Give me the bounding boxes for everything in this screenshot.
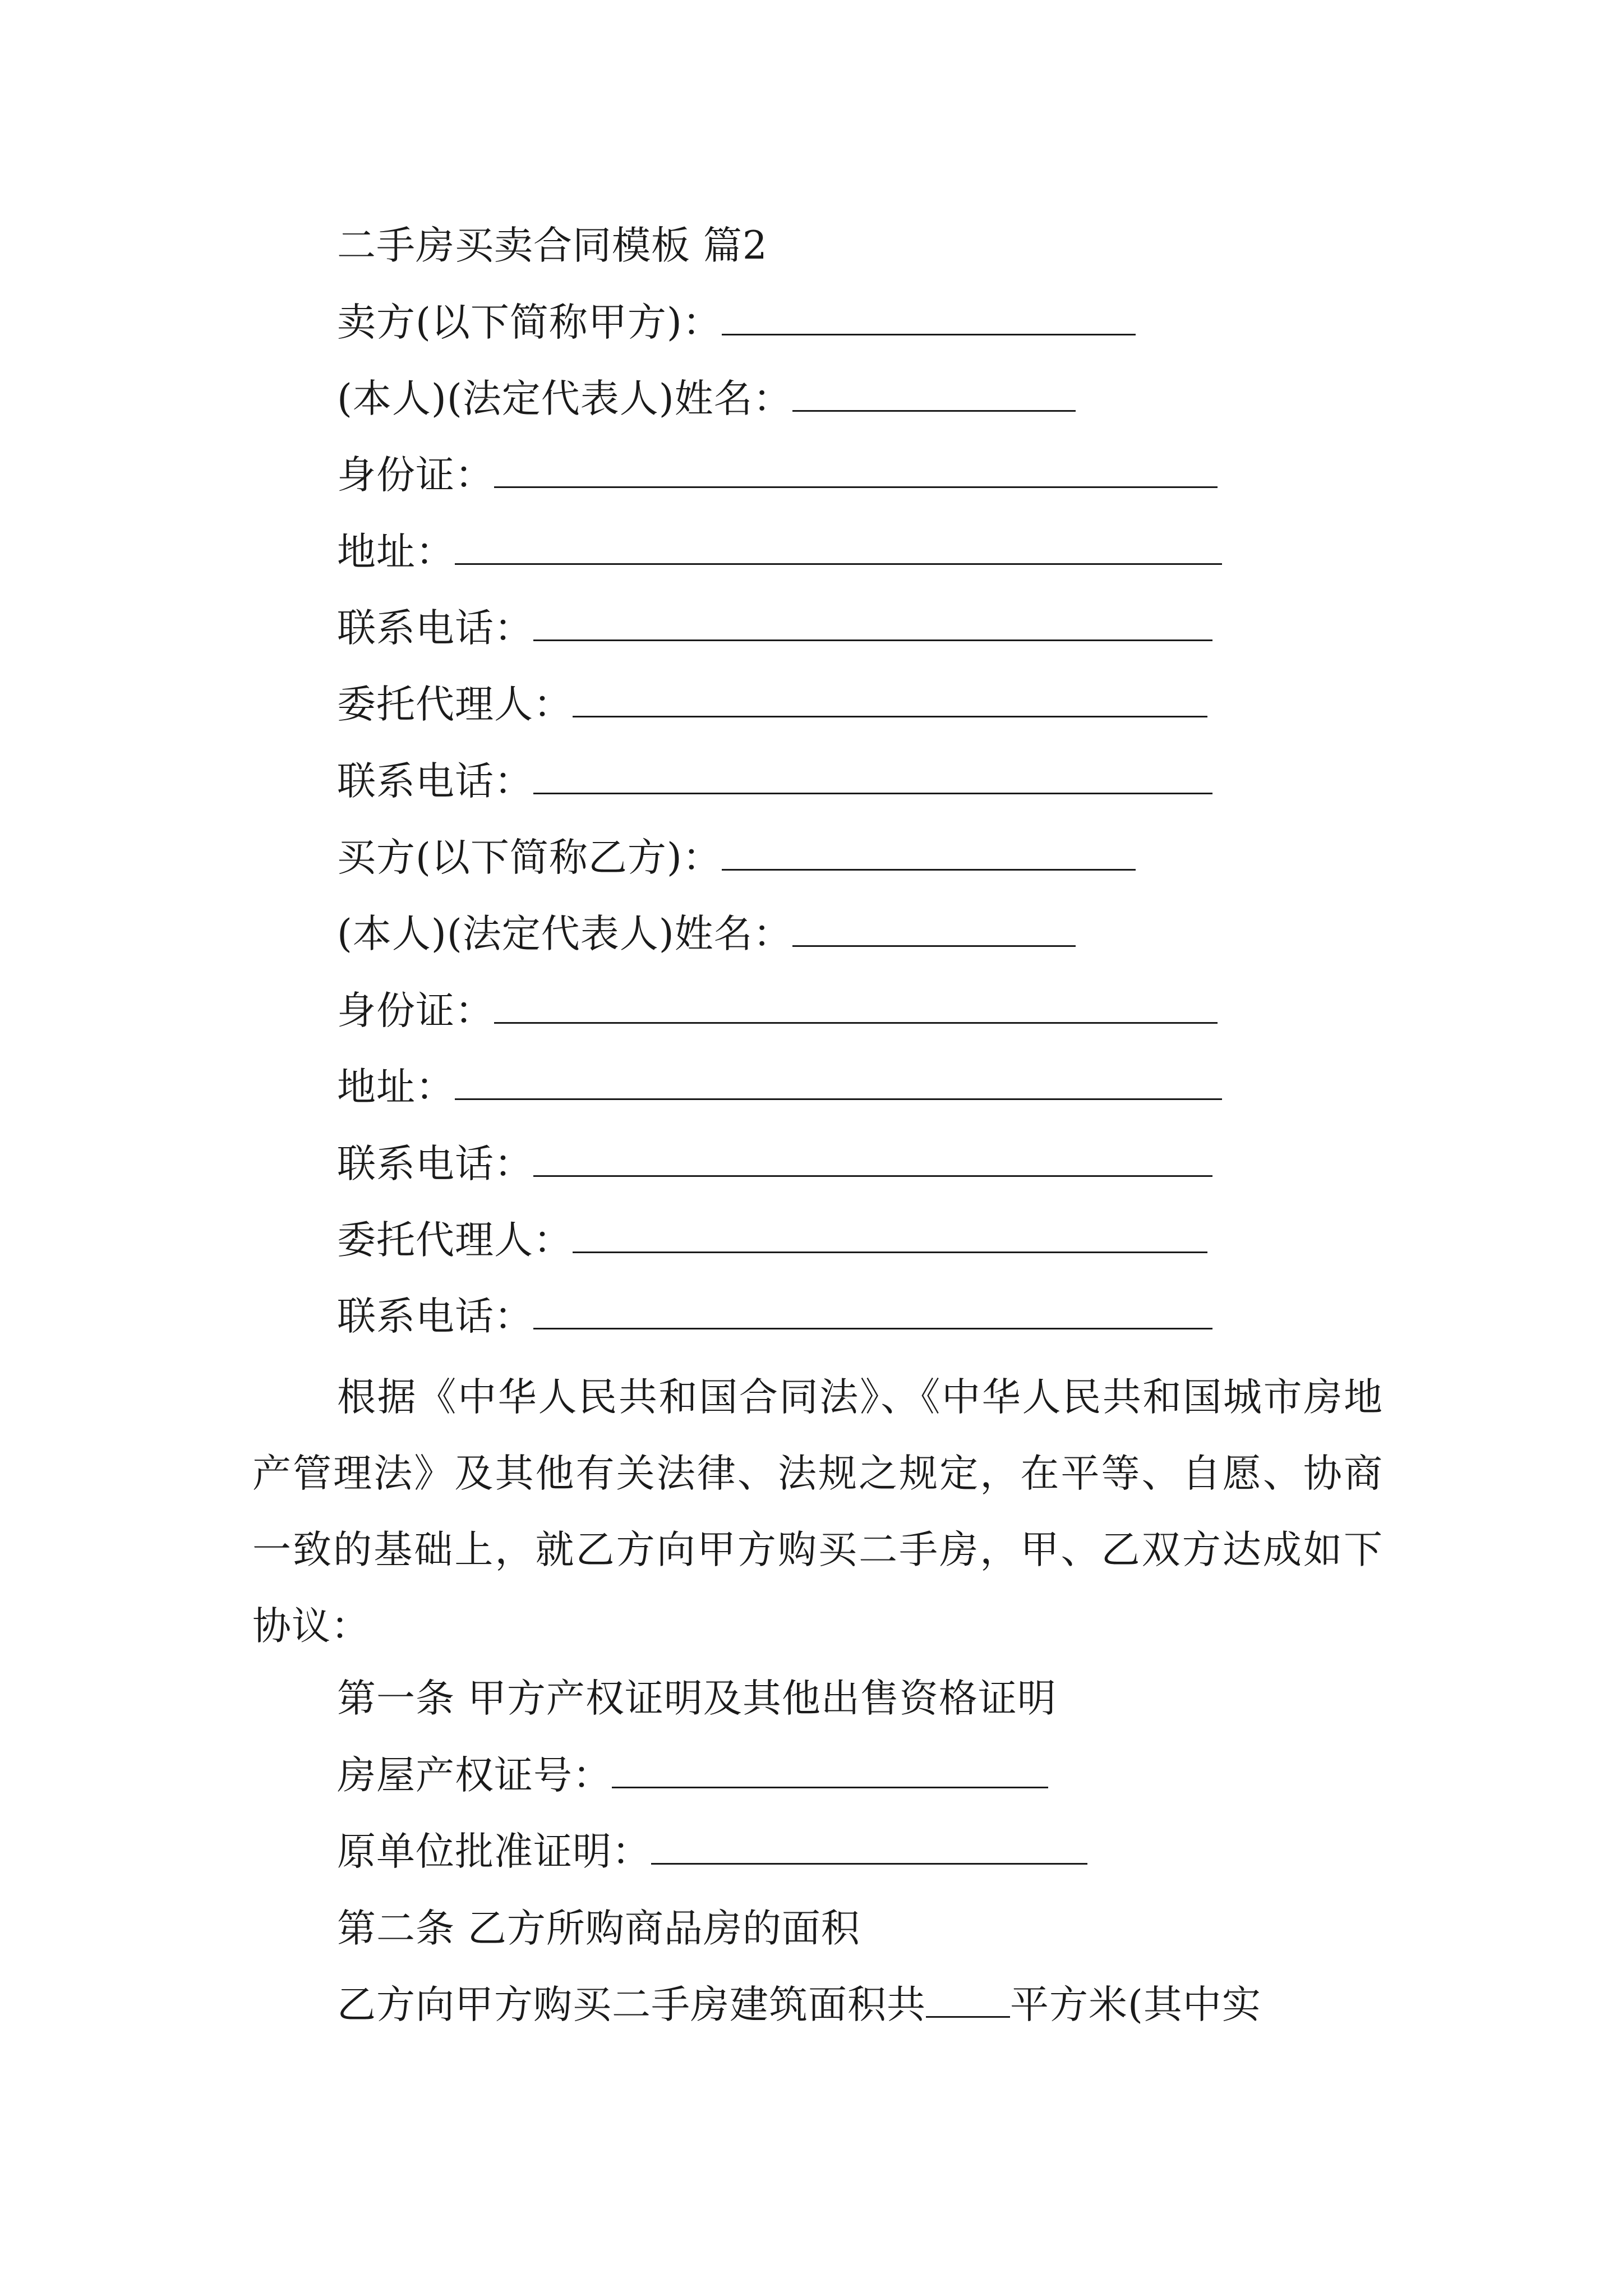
article1-cert-blank[interactable]: [612, 1752, 1048, 1788]
article1-cert-label: 房屋产权证号：: [337, 1753, 612, 1798]
seller-heading-line: [337, 292, 1136, 353]
seller-rep-blank[interactable]: [792, 375, 1076, 412]
buyer-agent-phone-blank[interactable]: [533, 1293, 1212, 1329]
seller-agent-label: 委托代理人：: [337, 682, 573, 727]
seller-phone-line: [337, 597, 1212, 659]
buyer-id-blank[interactable]: [494, 987, 1218, 1024]
seller-agent-line: [337, 674, 1207, 735]
buyer-id-line: [337, 980, 1218, 1042]
buyer-rep-line: [337, 903, 1076, 965]
seller-address-label: 地址：: [337, 530, 455, 574]
buyer-address-blank[interactable]: [455, 1064, 1222, 1100]
seller-agent-phone-line: [337, 751, 1212, 812]
buyer-agent-line: [337, 1209, 1207, 1271]
article1-heading: 第一条 甲方产权证明及其他出售资格证明: [337, 1676, 1057, 1721]
buyer-agent-label: 委托代理人：: [337, 1218, 573, 1263]
buyer-agent-phone-line: [337, 1286, 1212, 1347]
buyer-rep-blank[interactable]: [792, 910, 1076, 947]
buyer-address-line: [337, 1056, 1222, 1118]
article2-area-blank[interactable]: [926, 1981, 1010, 2018]
article2-text-after: 平方米(其中实: [1010, 1982, 1261, 2027]
seller-phone-blank[interactable]: [533, 605, 1212, 641]
article2-heading: 第二条 乙方所购商品房的面积: [337, 1906, 860, 1951]
article1-cert-line: [337, 1745, 1048, 1806]
article2-text-line: [337, 1974, 1386, 2036]
buyer-name-blank[interactable]: [722, 834, 1136, 871]
seller-id-line: [337, 444, 1218, 506]
seller-address-blank[interactable]: [455, 528, 1222, 565]
buyer-phone-line: [337, 1133, 1212, 1195]
seller-name-blank[interactable]: [722, 299, 1136, 335]
seller-address-line: [337, 521, 1222, 583]
seller-agent-phone-label: 联系电话：: [337, 759, 533, 804]
buyer-agent-phone-label: 联系电话：: [337, 1294, 533, 1339]
seller-rep-line: [337, 368, 1076, 430]
buyer-rep-label: (本人)(法定代表人)姓名：: [337, 912, 792, 956]
article1-approval-blank[interactable]: [651, 1828, 1087, 1865]
seller-rep-label: (本人)(法定代表人)姓名：: [337, 376, 792, 421]
article1-approval-label: 原单位批准证明：: [337, 1829, 651, 1874]
buyer-phone-label: 联系电话：: [337, 1142, 533, 1186]
article1-approval-line: [337, 1821, 1087, 1883]
seller-agent-blank[interactable]: [573, 681, 1207, 717]
buyer-address-label: 地址：: [337, 1065, 455, 1110]
buyer-heading-line: [337, 827, 1136, 889]
article2-text-before: 乙方向甲方购买二手房建筑面积共: [337, 1982, 926, 2027]
buyer-id-label: 身份证：: [337, 988, 494, 1033]
buyer-phone-blank[interactable]: [533, 1140, 1212, 1177]
seller-heading: 卖方(以下简称甲方)：: [337, 300, 722, 345]
preamble-paragraph: 根据《中华人民共和国合同法》、《中华人民共和国城市房地产管理法》及其他有关法律、法规之规定，在平等、自愿、协商一致的基础上，就乙方向甲方购买二手房，甲、乙双方达成如下协议：: [252, 1375, 1383, 1649]
seller-agent-phone-blank[interactable]: [533, 758, 1212, 794]
seller-id-label: 身份证：: [337, 453, 494, 498]
buyer-agent-blank[interactable]: [573, 1217, 1207, 1253]
document-title: 二手房买卖合同模板 篇2: [337, 223, 768, 268]
buyer-heading: 买方(以下简称乙方)：: [337, 835, 722, 880]
seller-id-blank[interactable]: [494, 452, 1218, 488]
seller-phone-label: 联系电话：: [337, 606, 533, 651]
